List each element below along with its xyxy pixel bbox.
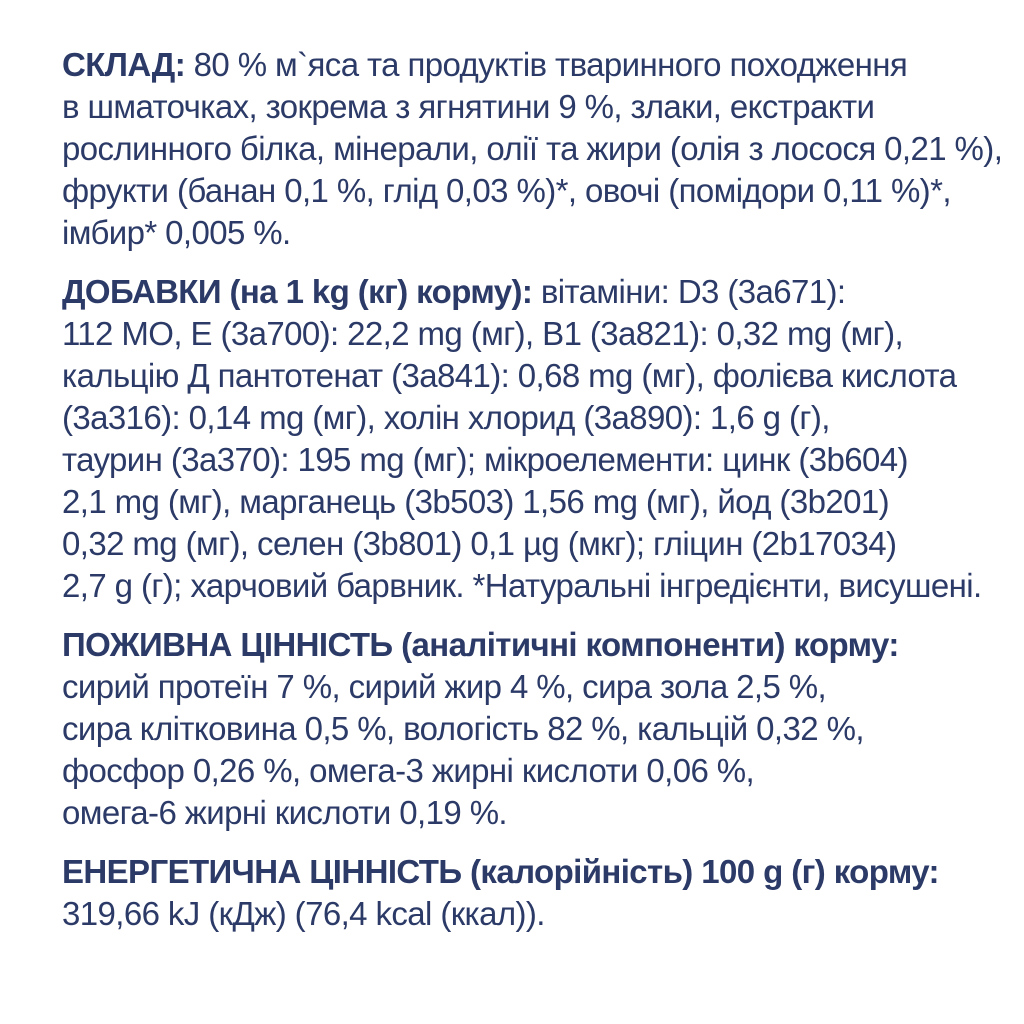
additives-line: 2,1 mg (мг), марганець (3b503) 1,56 mg (мг), йод (3b201) [62,483,889,520]
nutritional-value-heading-line [62,624,984,666]
additives-heading: ДОБАВКИ (на 1 kg (кг) корму): [62,273,533,310]
energy-value-line: 319,66 kJ (кДж) (76,4 kcal (ккал)). [62,895,545,932]
section-energy-value [62,851,984,935]
composition-heading-rest: 80 % м`яса та продуктів тваринного походження [193,46,908,83]
additives-line: 0,32 mg (мг), селен (3b801) 0,1 µg (мкг); гліцин (2b17034) [62,525,897,562]
additives-line: 112 МО, Е (3a700): 22,2 mg (мг), В1 (3a821): 0,32 mg (мг), [62,315,904,352]
nutritional-value-heading: ПОЖИВНА ЦІННІСТЬ (аналітичні компоненти) корму: [62,626,899,663]
composition-heading-line [62,44,984,86]
additives-line: таурин (3a370): 195 mg (мг); мікроелементи: цинк (3b604) [62,441,908,478]
additives-line: кальцію Д пантотенат (3a841): 0,68 mg (мг), фолієва кислота [62,357,957,394]
section-composition [62,44,1003,254]
composition-line: в шматочках, зокрема з ягнятини 9 %, злаки, екстракти [62,88,875,125]
nutritional-value-line: фосфор 0,26 %, омега-3 жирні кислоти 0,06 %, [62,752,755,789]
section-additives [62,271,984,607]
composition-line: фрукти (банан 0,1 %, глід 0,03 %)*, овочі (помідори 0,11 %)*, [62,172,951,209]
energy-value-heading: ЕНЕРГЕТИЧНА ЦІННІСТЬ (калорійність) 100 g (г) корму: [62,853,939,890]
composition-line: імбир* 0,005 %. [62,214,291,251]
additives-heading-rest: вітаміни: D3 (3a671): [540,273,846,310]
composition-line: рослинного білка, мінерали, олії та жири (олія з лосося 0,21 %), [62,130,1003,167]
composition-heading: СКЛАД: [62,46,186,83]
nutritional-value-line: омега-6 жирні кислоти 0,19 %. [62,794,508,831]
additives-line: 2,7 g (г); харчовий барвник. *Натуральні інгредієнти, висушені. [62,567,982,604]
energy-value-heading-line [62,851,984,893]
section-nutritional-value [62,624,984,834]
nutritional-value-line: сирий протеїн 7 %, сирий жир 4 %, сира зола 2,5 %, [62,668,827,705]
additives-heading-line [62,271,984,313]
nutritional-value-line: сира клітковина 0,5 %, вологість 82 %, кальцій 0,32 %, [62,710,864,747]
additives-line: (3a316): 0,14 mg (мг), холін хлорид (3a890): 1,6 g (г), [62,399,830,436]
